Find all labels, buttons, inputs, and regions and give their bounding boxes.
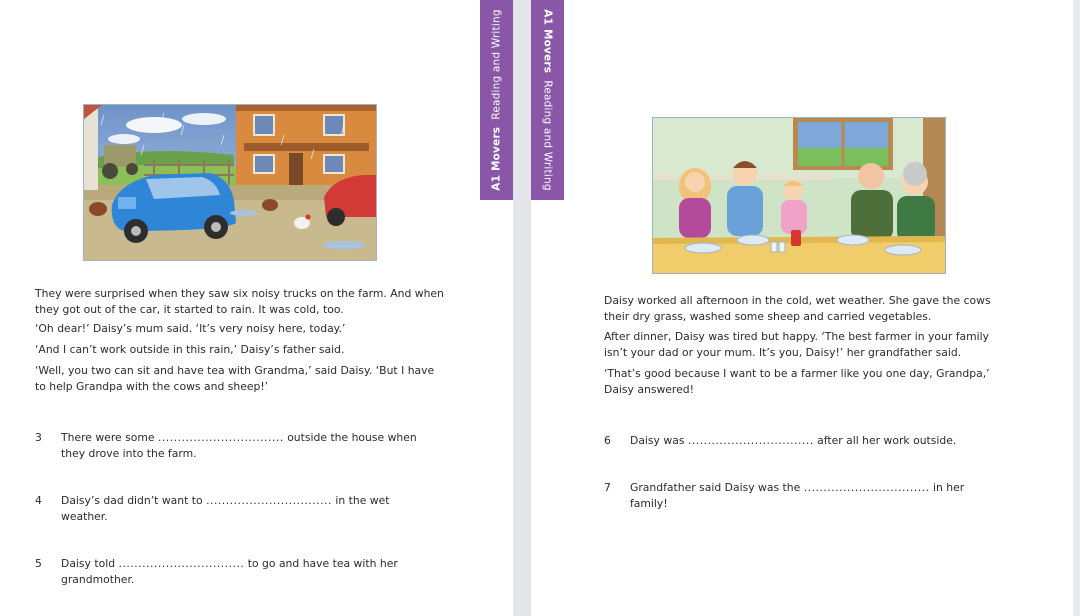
story-line: their dry grass, washed some sheep and carried vegetables. bbox=[604, 309, 932, 323]
answer-blank[interactable]: ................................ bbox=[803, 481, 930, 494]
question-after: to go and have tea with her bbox=[247, 557, 398, 570]
question-before: Daisy told bbox=[61, 557, 116, 570]
story-line: After dinner, Daisy was tired but happy. ‘The best farmer in your family bbox=[604, 330, 990, 343]
question-before: Daisy’s dad didn’t want to bbox=[61, 494, 203, 507]
family-dinner-illustration bbox=[652, 117, 946, 274]
story-line: Daisy answered! bbox=[604, 382, 694, 396]
story-paragraph bbox=[604, 366, 990, 397]
question-number: 7 bbox=[604, 481, 611, 494]
section-tab-left-text bbox=[491, 9, 503, 190]
question-line2: grandmother. bbox=[61, 572, 135, 586]
farm-rain-picture bbox=[84, 105, 376, 260]
question-number: 3 bbox=[35, 431, 42, 444]
story-line: they got out of the car, it started to rain. It was cold, too. bbox=[35, 302, 344, 316]
story-paragraph bbox=[35, 363, 434, 394]
story-paragraph bbox=[604, 293, 991, 324]
section-tab-right bbox=[531, 0, 564, 200]
question-text bbox=[61, 556, 398, 587]
story-line: ‘Oh dear!’ Daisy’s mum said. ‘It’s very noisy here, today.’ bbox=[35, 322, 346, 335]
tab-section: Reading and Writing bbox=[541, 80, 554, 191]
question-after: outside the house when bbox=[287, 431, 417, 444]
story-paragraph bbox=[35, 286, 444, 317]
question-text bbox=[61, 493, 389, 524]
question-line2: weather. bbox=[61, 509, 108, 523]
story-paragraph bbox=[604, 329, 989, 360]
tab-level: A1 Movers bbox=[541, 9, 554, 74]
page-gutter bbox=[513, 0, 531, 616]
story-paragraph bbox=[35, 321, 345, 337]
section-tab-left bbox=[480, 0, 513, 200]
question-line2: family! bbox=[630, 496, 668, 510]
question-number: 6 bbox=[604, 434, 611, 447]
tab-level: A1 Movers bbox=[490, 126, 503, 191]
question-line2: they drove into the farm. bbox=[61, 446, 197, 460]
question-before: Daisy was bbox=[630, 434, 685, 447]
story-paragraph bbox=[35, 342, 344, 358]
answer-blank[interactable]: ................................ bbox=[118, 557, 245, 570]
question-before: There were some bbox=[61, 431, 155, 444]
tab-section: Reading and Writing bbox=[490, 9, 503, 120]
story-line: isn’t your dad or your mum. It’s you, Daisy!’ her grandfather said. bbox=[604, 345, 962, 359]
question-number: 5 bbox=[35, 557, 42, 570]
answer-blank[interactable]: ................................ bbox=[687, 434, 814, 447]
farm-rain-illustration bbox=[83, 104, 377, 261]
story-line: ‘That’s good because I want to be a farmer like you one day, Grandpa,’ bbox=[604, 367, 990, 380]
question-before: Grandfather said Daisy was the bbox=[630, 481, 801, 494]
story-line: They were surprised when they saw six noisy trucks on the farm. And when bbox=[35, 287, 444, 300]
question-after: in her bbox=[932, 481, 965, 494]
answer-blank[interactable]: ................................ bbox=[206, 494, 332, 507]
question-number: 4 bbox=[35, 494, 42, 507]
story-line: ‘Well, you two can sit and have tea with Grandma,’ said Daisy. ‘But I have bbox=[35, 364, 435, 377]
story-line: to help Grandpa with the cows and sheep!’ bbox=[35, 379, 269, 393]
question-text bbox=[630, 480, 964, 511]
question-after: after all her work outside. bbox=[817, 434, 957, 447]
question-text bbox=[61, 430, 417, 461]
question-text bbox=[630, 433, 956, 449]
section-tab-right-text bbox=[542, 9, 554, 190]
question-after: in the wet bbox=[335, 494, 390, 507]
family-dinner-picture bbox=[653, 118, 945, 273]
story-line: Daisy worked all afternoon in the cold, wet weather. She gave the cows bbox=[604, 294, 991, 307]
story-line: ‘And I can’t work outside in this rain,’ Daisy’s father said. bbox=[35, 343, 345, 356]
answer-blank[interactable]: ................................ bbox=[157, 431, 284, 444]
